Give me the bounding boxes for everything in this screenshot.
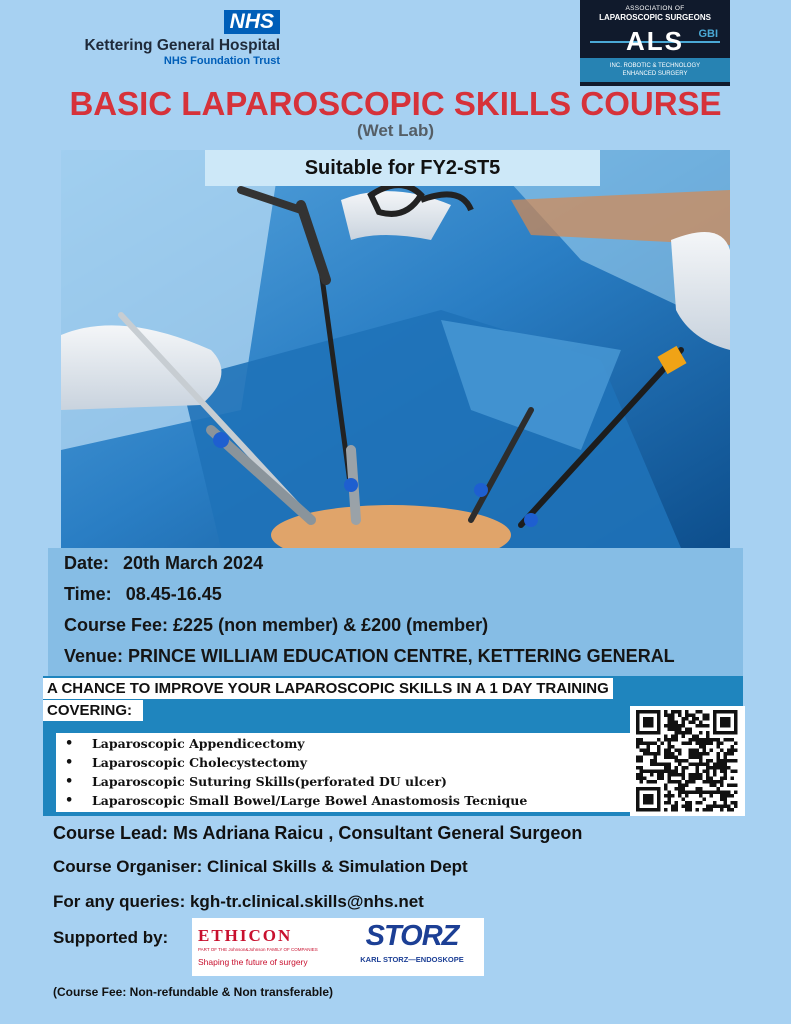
chance-line1: A CHANCE TO IMPROVE YOUR LAPAROSCOPIC SKILLS IN A 1 DAY TRAINING xyxy=(43,678,613,699)
ethicon-logo xyxy=(198,926,338,967)
qr-code-icon xyxy=(630,706,745,816)
fee-row: Course Fee: £225 (non member) & £200 (member) xyxy=(64,615,489,635)
date-row xyxy=(64,548,743,579)
bullet-icon: • xyxy=(65,755,74,770)
nhs-logo-block xyxy=(70,10,280,67)
qr-code[interactable] xyxy=(630,706,745,816)
course-lead: Course Lead: Ms Adriana Raicu , Consultant General Surgeon xyxy=(53,823,583,843)
suitable-banner: Suitable for FY2-ST5 xyxy=(205,150,600,186)
time-row xyxy=(64,579,743,610)
list-item: • Laparoscopic Small Bowel/Large Bowel Anastomosis Tecnique xyxy=(65,793,528,808)
ethicon-name: ETHICON xyxy=(198,926,293,945)
fee-note: (Course Fee: Non-refundable & Non transferable) xyxy=(53,985,334,999)
als-line3: INC. ROBOTIC & TECHNOLOGY xyxy=(609,63,701,69)
list-item: • Laparoscopic Appendicectomy xyxy=(65,736,305,751)
chance-line2: COVERING: xyxy=(43,700,143,721)
storz-sub: KARL STORZ—ENDOSKOPE xyxy=(360,955,464,964)
als-line2: LAPAROSCOPIC SURGEONS xyxy=(599,13,711,22)
topics-list xyxy=(56,733,642,812)
trust-name: NHS Foundation Trust xyxy=(163,55,280,67)
surgery-photo xyxy=(61,150,730,548)
time-value: 08.45-16.45 xyxy=(125,584,222,604)
bullet-icon: • xyxy=(65,774,74,789)
sponsor-logos xyxy=(192,918,484,976)
date-value: 20th March 2024 xyxy=(123,553,264,573)
ethicon-parent: PART OF THE Johnson&Johnson FAMILY OF COMPANIES xyxy=(198,947,318,952)
hospital-name: Kettering General Hospital xyxy=(84,37,280,54)
als-emblem xyxy=(580,24,730,58)
course-info xyxy=(48,548,743,678)
ethicon-tagline: Shaping the future of surgery xyxy=(198,957,308,967)
storz-logo xyxy=(344,920,480,964)
bullet-icon: • xyxy=(65,793,74,808)
course-subtitle: (Wet Lab) xyxy=(356,121,435,140)
supported-by-label: Supported by: xyxy=(53,928,169,947)
als-line4: ENHANCED SURGERY xyxy=(622,71,688,77)
surgery-illustration xyxy=(61,150,730,548)
time-label: Time: xyxy=(64,584,112,604)
date-label: Date: xyxy=(64,553,110,573)
list-item: • Laparoscopic Cholecystectomy xyxy=(65,755,308,770)
venue-row: Venue: PRINCE WILLIAM EDUCATION CENTRE, KETTERING GENERAL xyxy=(64,646,675,666)
als-tagline xyxy=(580,58,730,82)
queries-contact[interactable]: For any queries: kgh-tr.clinical.skills@nhs.net xyxy=(53,892,424,911)
course-organiser: Course Organiser: Clinical Skills & Simulation Dept xyxy=(53,857,468,876)
bullet-icon: • xyxy=(65,736,74,751)
als-logo xyxy=(580,0,730,86)
course-title: BASIC LAPAROSCOPIC SKILLS COURSE xyxy=(69,85,722,122)
als-gbi: GBI xyxy=(698,28,718,40)
list-item: • Laparoscopic Suturing Skills(perforated DU ulcer) xyxy=(65,774,447,789)
storz-name: STORZ xyxy=(365,920,459,952)
als-letters: ALS xyxy=(626,26,684,56)
als-line1: ASSOCIATION OF xyxy=(625,5,685,12)
nhs-logo: NHS xyxy=(224,10,280,34)
